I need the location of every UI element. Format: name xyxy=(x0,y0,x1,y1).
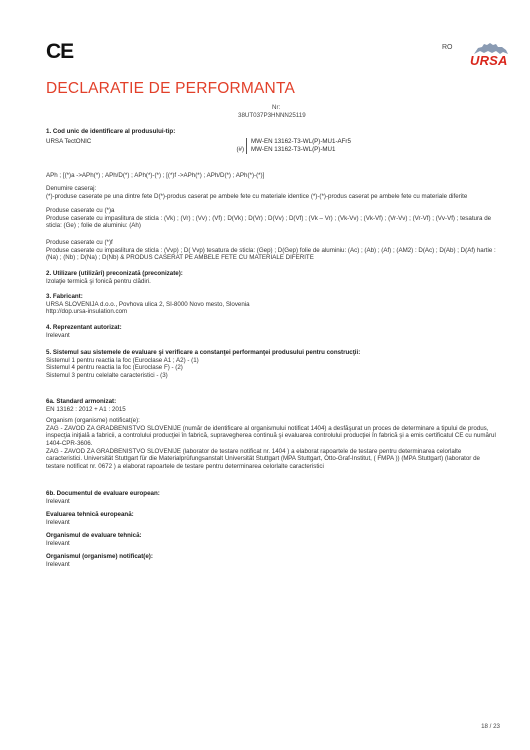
section-4-text: Irelevant xyxy=(46,331,70,339)
section-4 xyxy=(46,324,496,339)
product-code-row: (#) MW-EN 13162-T3-WL(P)-MU1 xyxy=(236,145,336,153)
system-line: Sistemul 1 pentru reactia la foc (Euroclase A1 ; A2) - (1) xyxy=(46,356,199,364)
system-line: Sistemul 4 pentru reactia la foc (Euroclase F) - (2) xyxy=(46,364,183,372)
manufacturer-address: URSA SLOVENIJA d.o.o., Povhova ulica 2, SI-8000 Novo mesto, Slovenia xyxy=(46,300,250,308)
ursa-logo xyxy=(470,42,510,72)
section-6b-text: Irelevant xyxy=(46,497,70,505)
number-value: 38UT037P3HNNN25119 xyxy=(238,112,306,119)
ce-mark: CE xyxy=(46,40,74,63)
f-group-block xyxy=(46,239,496,262)
section-6b xyxy=(46,490,496,505)
organism-notificat-text: Irelevant xyxy=(46,560,70,568)
number-label: Nr: xyxy=(272,104,281,111)
page-title: DECLARATIE DE PERFORMANTA xyxy=(46,80,296,97)
page-number: 18 / 23 xyxy=(481,723,500,730)
f-group-label: Produse caserate cu (*)f xyxy=(46,239,113,246)
language-code: RO xyxy=(442,44,453,51)
notified-body-label: Organism (organisme) notificat(e): xyxy=(46,417,140,425)
a-group-text: Produse caserate cu impaslitura de sticla : (Vk) ; (Vr) ; (Vv) ; (Vf) ; D(Vk) ; D(Vr) ; D(Vv) ; D(Vf) ; (Vk – Vr) ; (Vk-Vv) ; (Vk-Vf) ; (Vr-Vv) ; (Vr-Vf) ; (Vv-Vf) ; tesatura de sticla: (Ge) ; folie de aluminiu: (Ah) xyxy=(46,214,492,230)
section-2 xyxy=(46,270,496,285)
product-codes xyxy=(232,138,351,154)
denumire-label: Denumire caseraj: xyxy=(46,185,97,192)
organism-evaluare-heading: Organismul de evaluare tehnică: xyxy=(46,532,142,539)
system-line: Sistemul 3 pentru celelalte caracteristici - (3) xyxy=(46,371,168,379)
evaluare-tehnica-heading: Evaluarea tehnică europeană: xyxy=(46,511,134,518)
notified-body-text-2: ZAG - ZAVOD ZA GRADBENISTVO SLOVENIJE (laborator de testare notificat nr. 1404 ) a elaborat rapoartele de testare pentru determinarea celorlalte caracteristici. Universität Stuttgart für die Materialprüfungsanstalt Universität Stuttgart (MPA Stuttgart, Otto-Graf-Institut, ( FMPA )) (MPA Stuttgart) (laborator de testare notificat nr. 0672 ) a elaborat rapoartele de testare pentru determinarea celorlalte caracteristici xyxy=(46,447,480,470)
organism-notificat-heading: Organismul (organisme) notificat(e): xyxy=(46,553,153,560)
aph-line: APh ; [(*)a ->APh(*) ; APh/D(*) ; APh(*)-(*) ; [(*)f ->APh(*) ; APh/D(*) ; APh(*)-(*)] xyxy=(46,172,265,179)
section-4-heading: 4. Reprezentant autorizat: xyxy=(46,324,122,331)
evaluare-tehnica-text: Irelevant xyxy=(46,518,70,526)
section-3 xyxy=(46,293,496,316)
denumire-block xyxy=(46,185,496,200)
manufacturer-url[interactable]: http://dop.ursa-insulation.com xyxy=(46,308,128,316)
organism-evaluare-text: Irelevant xyxy=(46,539,70,547)
evaluare-tehnica xyxy=(46,511,496,526)
a-group-label: Produse caserate cu (*)a xyxy=(46,207,115,214)
section-1-heading: 1. Cod unic de identificare al produsului-tip: xyxy=(46,128,176,135)
section-3-heading: 3. Fabricant: xyxy=(46,293,83,300)
section-5-heading: 5. Sistemul sau sistemele de evaluare şi verificare a constanţei performanţei produsului pentru construcţii: xyxy=(46,349,361,356)
section-6b-heading: 6b. Documentul de evaluare european: xyxy=(46,490,160,497)
declaration-number xyxy=(238,104,306,120)
section-6a-heading: 6a. Standard armonizat: xyxy=(46,398,117,405)
denumire-text: (*)-produse caserate pe una dintre fete D(*)-produs caserat pe ambele fete cu materiale identice (*)-(*)-produs caserat pe ambele fete cu materiale diferite xyxy=(46,192,468,200)
a-group-block xyxy=(46,207,496,230)
organism-evaluare xyxy=(46,532,496,547)
section-2-text: Izolaţie termică şi fonică pentru clădiri. xyxy=(46,277,151,285)
section-5 xyxy=(46,349,496,379)
brand-wordmark: URSA xyxy=(470,53,508,68)
product-name: URSA TectONIC xyxy=(46,138,92,145)
harmonised-standard: EN 13162 : 2012 + A1 : 2015 xyxy=(46,405,126,413)
section-2-heading: 2. Utilizare (utilizări) preconizată (preconizate): xyxy=(46,270,183,277)
section-6a xyxy=(46,398,496,470)
f-group-text: Produse caserate cu impaslitura de sticla : (Vvp) ; D( Vvp) tesatura de sticla: (Gep) ; D(Gep) folie de aluminiu: (Ac) ; (Ab) ; (Af) ; (AM2) : D(Ac) ; D(Ab) ; D(Af) hartie :(Na) ; (Nb) ; D(Na) ; D(Nb) & PRODUS CASERAT PE AMBELE FETE CU MATERIALE DIFERITE xyxy=(46,246,496,262)
product-code-row: MW-EN 13162-T3-WL(P)-MU1-AFr5 xyxy=(232,138,351,146)
organism-notificat xyxy=(46,553,496,568)
notified-body-text-1: ZAG - ZAVOD ZA GRADBENISTVO SLOVENIJE (număr de identificare al organismului notificat 1404) a desfăşurat un proces de determinare a tipului de produs, inspecţia iniţială a fabricii, a controlului producţiei în fabrică, supravegherea continuă şi evaluarea controlului producţiei în fabrică şi a emis certificatul CE cu numărul 1404-CPR-3606. xyxy=(46,424,496,447)
